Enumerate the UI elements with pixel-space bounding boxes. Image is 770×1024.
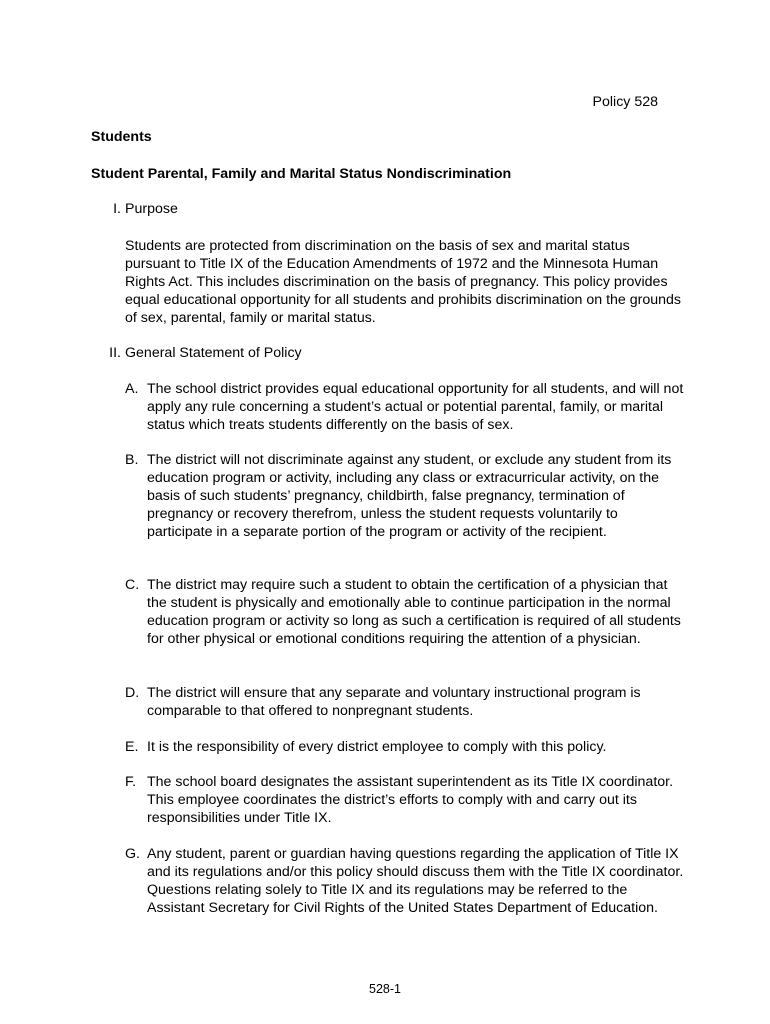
item-text: It is the responsibility of every district employee to comply with this policy. xyxy=(147,739,607,755)
item-text: The district may require such a student to obtain the certification of a physician that the student is physically and emotionally able to continue participation in the normal education program or activity so long as such a certification is required of all students for other physical or emotional conditions requiring the attention of a physician. xyxy=(147,577,681,647)
item-text: The district will ensure that any separate and voluntary instructional program is comparable to that offered to nonpregnant students. xyxy=(147,685,641,719)
section-number: I. xyxy=(113,201,121,217)
page-number: 528-1 xyxy=(369,982,401,996)
policy-item-c xyxy=(125,576,685,648)
item-text: Any student, parent or guardian having questions regarding the application of Title IX and its regulations and/or this policy should discuss them with the Title IX coordinator. Questions relating solely to Title IX and its regulations may be referred to the Assistant Secretary for Civil Rights of the United States Department of Education. xyxy=(147,846,684,916)
item-letter: G. xyxy=(125,846,140,862)
policy-title: Student Parental, Family and Marital Status Nondiscrimination xyxy=(91,166,512,182)
policy-item-a xyxy=(125,380,685,434)
policy-item-e xyxy=(125,738,685,756)
item-letter: D. xyxy=(125,685,140,701)
item-letter: B. xyxy=(125,452,139,468)
item-text: The school board designates the assistant superintendent as its Title IX coordinator. This employee coordinates the district’s efforts to comply with and carry out its responsibilities under Title IX. xyxy=(147,774,674,826)
section-number: II. xyxy=(109,345,121,361)
category-heading: Students xyxy=(91,129,152,145)
item-letter: C. xyxy=(125,577,140,593)
item-text: The school district provides equal educational opportunity for all students, and will not apply any rule concerning a student’s actual or potential parental, family, or marital status which treats students differently on the basis of sex. xyxy=(147,381,684,433)
policy-item-g xyxy=(125,845,685,917)
item-text: The district will not discriminate against any student, or exclude any student from its education program or activity, including any class or extracurricular activity, on the basis of such students’ pregnancy, childbirth, false pregnancy, termination of pregnancy or recovery therefrom, unless the student requests voluntarily to participate in a separate portion of the program or activity of the recipient. xyxy=(147,452,672,540)
policy-number: Policy 528 xyxy=(592,94,658,110)
section-heading-purpose xyxy=(91,201,178,217)
purpose-paragraph: Students are protected from discrimination on the basis of sex and marital status pursuant to Title IX of the Education Amendments of 1972 and the Minnesota Human Rights Act. This includes discrimination on the basis of pregnancy. This policy provides equal educational opportunity for all students and prohibits discrimination on the grounds of sex, parental, family or marital status. xyxy=(125,238,682,326)
section-label: General Statement of Policy xyxy=(125,345,302,361)
policy-item-d xyxy=(125,684,685,720)
item-letter: F. xyxy=(125,774,137,790)
policy-item-f xyxy=(125,773,685,827)
item-letter: A. xyxy=(125,381,139,397)
item-letter: E. xyxy=(125,739,139,755)
policy-item-b xyxy=(125,451,685,541)
section-label: Purpose xyxy=(125,201,178,217)
section-heading-general-statement xyxy=(91,345,302,361)
